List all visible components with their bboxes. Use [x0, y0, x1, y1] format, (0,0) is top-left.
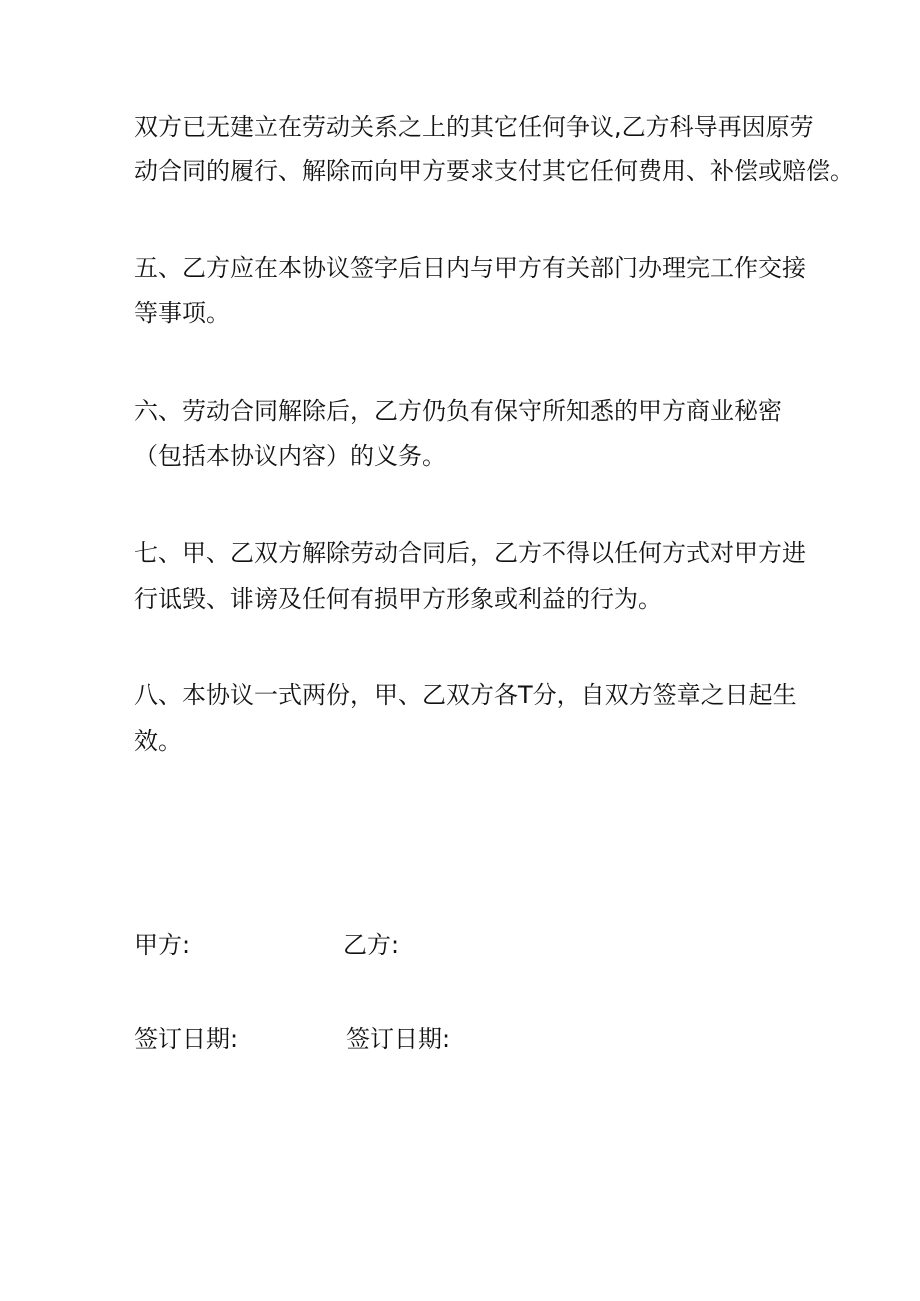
clause-six-line: （包括本协议内容）的义务。	[134, 442, 446, 470]
paragraph-line: 动合同的履行、解除而向甲方要求支付其它任何费用、补偿或赔偿。	[134, 157, 854, 185]
clause-five-line: 等事项。	[134, 299, 230, 327]
clause-seven-line: 七、甲、乙双方解除劳动合同后，乙方不得以任何方式对甲方进	[134, 539, 806, 567]
clause-seven-line: 行诋毁、诽谤及任何有损甲方形象或利益的行为。	[134, 585, 662, 613]
party-a-label: 甲方:	[134, 931, 191, 959]
party-b-sign-date-label: 签订日期:	[346, 1025, 451, 1053]
clause-eight-line: 效。	[134, 727, 182, 755]
party-a-sign-date-label: 签订日期:	[134, 1025, 239, 1053]
clause-five-line: 五、乙方应在本协议签字后日内与甲方有关部门办理完工作交接	[134, 254, 806, 282]
clause-eight-line: 八、本协议一式两份，甲、乙双方各T分，自双方签章之日起生	[134, 681, 797, 709]
clause-six-line: 六、劳动合同解除后，乙方仍负有保守所知悉的甲方商业秘密	[134, 397, 782, 425]
paragraph-line: 双方已无建立在劳动关系之上的其它任何争议,乙方科导再因原劳	[134, 113, 814, 141]
party-b-label: 乙方:	[343, 931, 400, 959]
